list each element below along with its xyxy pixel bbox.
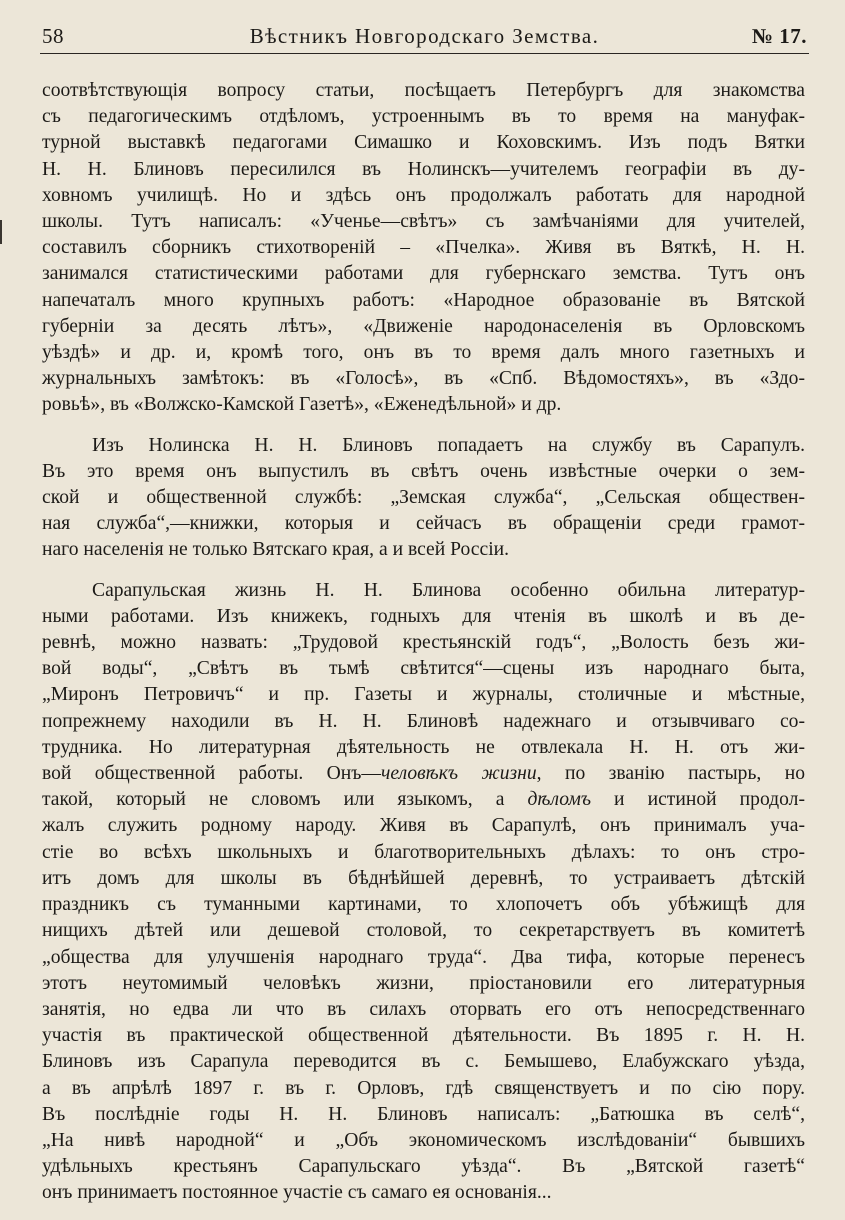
text-line: участія въ практической общественной дѣятельности. Въ 1895 г. Н. Н. [42, 1025, 805, 1047]
text-line: составилъ сборникъ стихотвореній – «Пчелка». Живя въ Вяткѣ, Н. Н. [42, 237, 805, 259]
text-line: „На нивѣ народной“ и „Объ экономическомъ изслѣдованіи“ бывшихъ [42, 1129, 805, 1151]
text-line: Сарапульская жизнь Н. Н. Блинова особенно обильна литератур- [92, 579, 805, 601]
page-number: 58 [42, 24, 64, 48]
journal-title: Вѣстникъ Новгородскаго Земства. [249, 24, 600, 48]
text-line: Изъ Нолинска Н. Н. Блиновъ попадаетъ на службу въ Сарапулъ. [92, 434, 805, 456]
text-line: занятія, но едва ли что въ силахъ оторвать его отъ непосредственнаго [42, 998, 805, 1020]
text-line: ской и общественной службѣ: „Земская служба“, „Сельская обществен- [42, 487, 805, 509]
text-line: Н. Н. Блиновъ пересилился въ Нолинскъ—учителемъ географіи въ ду- [42, 158, 805, 180]
text-line: соотвѣтствующія вопросу статьи, посѣщаетъ Петербургъ для знакомства [42, 80, 805, 101]
text-line: ровьѣ», въ «Волжско-Камской Газетѣ», «Еженедѣльной» и др. [42, 394, 562, 416]
text-line: Въ послѣдніе годы Н. Н. Блиновъ написалъ: „Батюшка въ селѣ“, [42, 1103, 805, 1125]
text-line: праздникъ съ туманными картинами, то хлопочетъ объ убѣжищѣ для [42, 894, 805, 916]
text-line: напечаталъ много крупныхъ работъ: «Народное образованіе въ Вятской [42, 289, 805, 311]
paragraph [42, 78, 805, 419]
text-line: „Миронъ Петровичъ“ и пр. Газеты и журналы, столичные и мѣстные, [42, 684, 805, 706]
text-line: вой общественной работы. Онъ—человѣкъ жизни, по званію пастырь, но [42, 763, 805, 785]
article-body [42, 78, 805, 1207]
text-line: Въ это время онъ выпустилъ въ свѣтъ очень извѣстные очерки о зем- [42, 460, 805, 482]
running-header [42, 24, 807, 54]
text-line: ховномъ училищѣ. Но и здѣсь онъ продолжалъ работать для народной [42, 184, 805, 206]
text-line: съ педагогическимъ отдѣломъ, устроеннымъ въ то время на мануфак- [42, 106, 805, 128]
emphasis: дѣломъ [527, 789, 591, 811]
text-line: занимался статистическими работами для губернскаго земства. Тутъ онъ [42, 263, 805, 285]
issue-number: № 17. [751, 24, 807, 48]
text-line: ревнѣ, можно назвать: „Трудовой крестьянскій годъ“, „Волость безъ жи- [42, 632, 805, 654]
scan-edge-mark [0, 220, 2, 244]
text-line: ная служба“,—книжки, которыя и сейчасъ въ обращеніи среди грамот- [42, 513, 805, 535]
text-line: ными работами. Изъ книжекъ, годныхъ для чтенія въ школѣ и въ де- [42, 605, 805, 627]
text-line: школы. Тутъ написалъ: «Ученье—свѣтъ» съ замѣчаніями для учителей, [42, 211, 805, 233]
text-line: попрежнему находили въ Н. Н. Блиновѣ надежнаго и отзывчиваго со- [42, 710, 805, 732]
text-line: губерніи за десять лѣтъ», «Движеніе народонаселенія въ Орловскомъ [42, 315, 805, 337]
text-line: а въ апрѣлѣ 1897 г. въ г. Орловъ, гдѣ священствуетъ и по сію пору. [42, 1077, 805, 1099]
text-line: вой воды“, „Свѣтъ въ тьмѣ свѣтится“—сцены изъ народнаго быта, [42, 658, 805, 680]
text-line: журнальныхъ замѣтокъ: въ «Голосѣ», въ «Спб. Вѣдомостяхъ», въ «Здо- [42, 368, 805, 390]
text-line: этотъ неутомимый человѣкъ жизни, пріостановили его литературныя [42, 972, 805, 994]
text-line: жалъ служить родному народу. Живя въ Сарапулѣ, онъ принималъ уча- [42, 815, 805, 837]
paragraph [42, 578, 805, 1207]
text-line: Блиновъ изъ Сарапула переводится въ с. Бемышево, Елабужскаго уѣзда, [42, 1051, 805, 1073]
text-line: итъ домъ для школы въ бѣднѣйшей деревнѣ, то устраиваетъ дѣтскій [42, 867, 805, 889]
text-line: трудника. Но литературная дѣятельность не отвлекала Н. Н. отъ жи- [42, 736, 805, 758]
text-line: такой, который не словомъ или языкомъ, а дѣломъ и истиной продол- [42, 789, 805, 811]
text-line: уѣздѣ» и др. и, кромѣ того, онъ въ то время далъ много газетныхъ и [42, 342, 805, 364]
text-line: стіе во всѣхъ школьныхъ и благотворительныхъ дѣлахъ: то онъ стро- [42, 841, 805, 863]
emphasis: человѣкъ жизни [381, 763, 537, 785]
header-rule [40, 53, 809, 54]
paragraph [42, 433, 805, 564]
text-line: онъ принимаетъ постоянное участіе съ самаго ея основанія... [42, 1182, 552, 1204]
text-line: нищихъ дѣтей или дешевой столовой, то секретарствуетъ въ комитетѣ [42, 920, 805, 942]
text-line: наго населенія не только Вятскаго края, а и всей Россіи. [42, 539, 510, 561]
text-line: удѣльныхъ крестьянъ Сарапульскаго уѣзда“. Въ „Вятской газетѣ“ [42, 1156, 805, 1178]
text-line: „общества для улучшенія народнаго труда“. Два тифа, которые перенесъ [42, 946, 805, 968]
text-line: турной выставкѣ педагогами Симашко и Коховскимъ. Изъ подъ Вятки [42, 132, 805, 154]
